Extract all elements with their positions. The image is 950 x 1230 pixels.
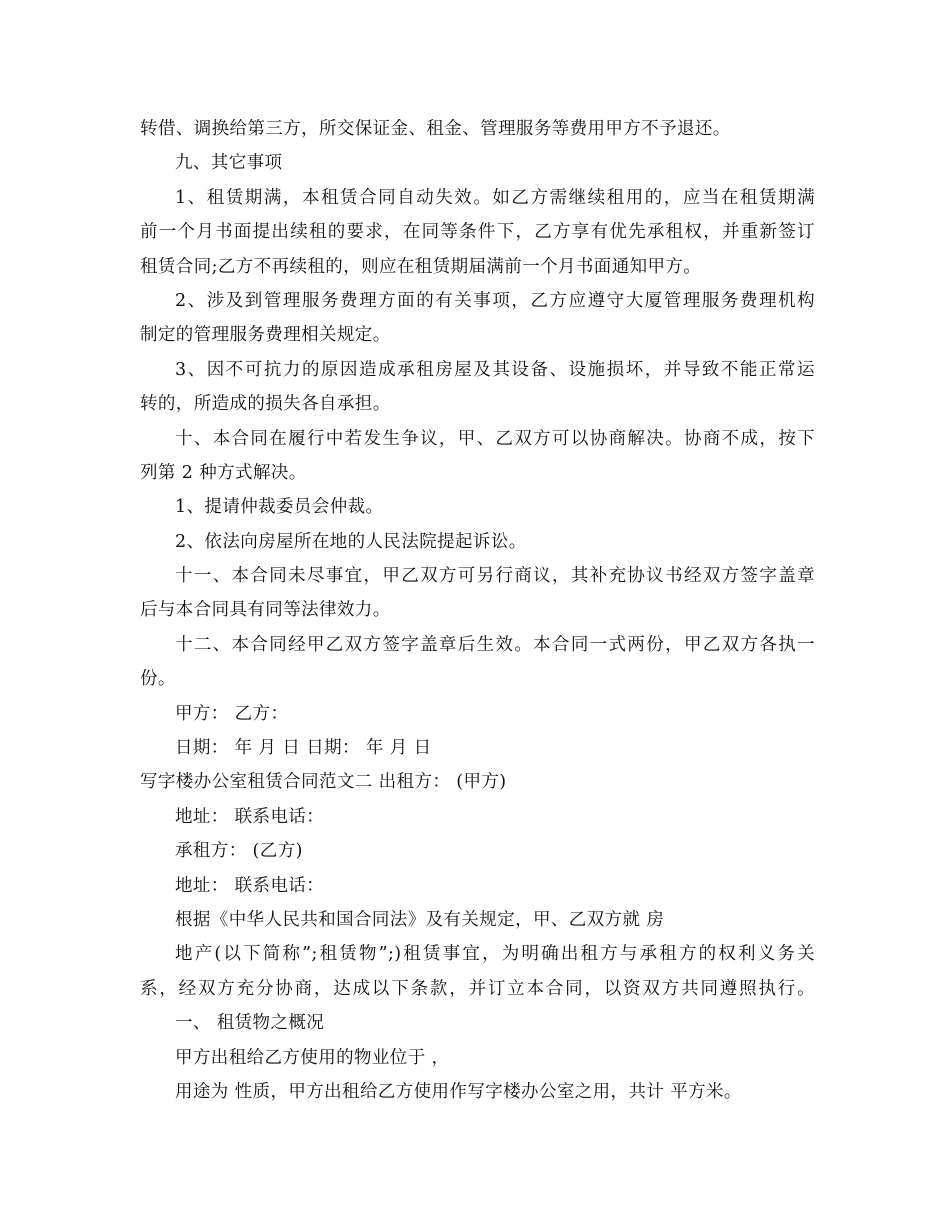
text-line: 租赁合同;乙方不再续租的，则应在租赁期届满前一个月书面通知甲方。 bbox=[140, 256, 702, 277]
text-line: 九、其它事项 bbox=[175, 153, 283, 174]
text-line: 列第 2 种方式解决。 bbox=[140, 462, 307, 483]
text-line: 系，经双方充分协商，达成以下条款，并订立本合同，以资双方共同遵照执行。 bbox=[140, 978, 815, 999]
text-line: 转借、调换给第三方，所交保证金、租金、管理服务等费用甲方不予退还。 bbox=[140, 119, 731, 139]
document-page bbox=[140, 112, 815, 1109]
text-line: 十二、本合同经甲乙双方签字盖章后生效。本合同一式两份，甲乙双方各执一 bbox=[175, 634, 815, 655]
text-line: 后与本合同具有同等法律效力。 bbox=[140, 600, 391, 621]
text-line: 2、涉及到管理服务费理方面的有关事项，乙方应遵守大厦管理服务费理机构 bbox=[175, 290, 815, 311]
text-line: 承租方： (乙方) bbox=[175, 841, 303, 862]
text-line: 份。 bbox=[140, 669, 176, 690]
text-line: 甲方出租给乙方使用的物业位于 ， bbox=[175, 1047, 450, 1068]
text-line: 十一、本合同未尽事宜，甲乙双方可另行商议，其补充协议书经双方签字盖章 bbox=[175, 566, 815, 587]
text-line: 用途为 性质，甲方出租给乙方使用作写字楼办公室之用，共计 平方米。 bbox=[175, 1081, 742, 1102]
text-line: 前一个月书面提出续租的要求，在同等条件下，乙方享有优先承租权，并重新签订 bbox=[140, 222, 815, 243]
text-line: 2、依法向房屋所在地的人民法院提起诉讼。 bbox=[175, 531, 527, 552]
text-line: 一、 租赁物之概况 bbox=[175, 1013, 325, 1034]
text-line: 写字楼办公室租赁合同范文二 出租方： (甲方) bbox=[140, 772, 507, 793]
text-line: 制定的管理服务费理相关规定。 bbox=[140, 325, 391, 346]
text-line: 转的，所造成的损失各自承担。 bbox=[140, 394, 391, 415]
text-line: 3、因不可抗力的原因造成承租房屋及其设备、设施损坏，并导致不能正常运 bbox=[175, 359, 815, 380]
text-line: 1、租赁期满，本租赁合同自动失效。如乙方需继续租用的，应当在租赁期满 bbox=[175, 187, 815, 208]
text-line: 根据《中华人民共和国合同法》及有关规定，甲、乙双方就 房 bbox=[175, 909, 665, 930]
text-line: 地址： 联系电话： bbox=[175, 875, 325, 896]
text-line: 1、提请仲裁委员会仲裁。 bbox=[175, 497, 384, 518]
text-line: 地产(以下简称”;租赁物”;)租赁事宜，为明确出租方与承租方的权利义务关 bbox=[175, 944, 815, 965]
text-line: 日期： 年 月 日 日期： 年 月 日 bbox=[175, 738, 432, 759]
text-line: 甲方： 乙方： bbox=[175, 703, 289, 724]
text-line: 地址： 联系电话： bbox=[175, 806, 325, 827]
text-line: 十、本合同在履行中若发生争议，甲、乙双方可以协商解决。协商不成，按下 bbox=[175, 428, 815, 449]
